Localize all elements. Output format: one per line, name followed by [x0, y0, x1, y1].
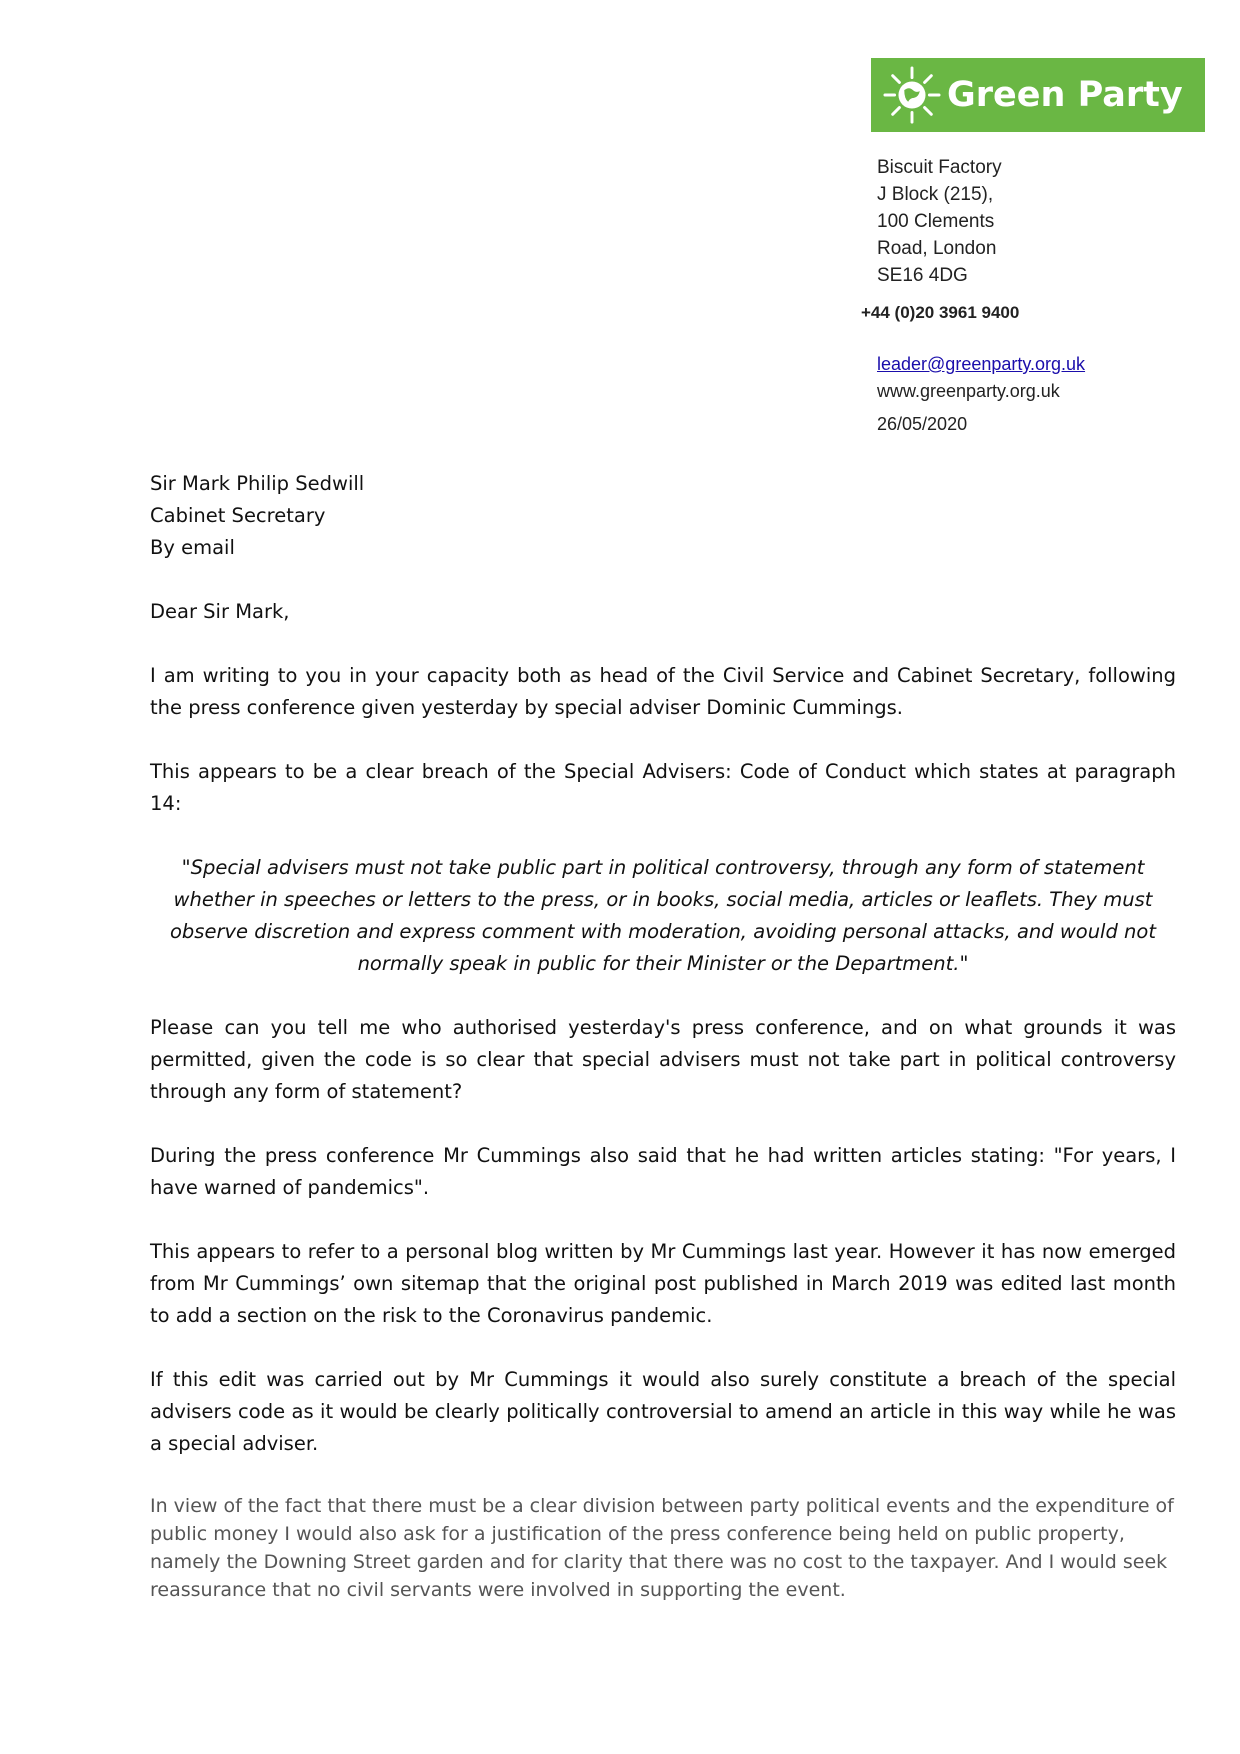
- paragraph: This appears to be a clear breach of the Special Advisers: Code of Conduct which states at paragraph 14:: [150, 760, 1176, 815]
- paragraph: Please can you tell me who authorised yesterday's press conference, and on what grounds it was permitted, given the code is so clear that special advisers must not take part in political controversy through any form of statement?: [150, 1016, 1176, 1103]
- letter-date: 26/05/2020: [877, 414, 968, 434]
- paragraph: I am writing to you in your capacity both as head of the Civil Service and Cabinet Secretary, following the press conference given yesterday by special adviser Dominic Cummings.: [150, 664, 1176, 719]
- recipient-line: Cabinet Secretary: [150, 504, 326, 527]
- paragraph: This appears to refer to a personal blog written by Mr Cummings last year. However it has now emerged from Mr Cummings’ own sitemap that the original post published in March 2019 was edited last month to add a section on the risk to the Coronavirus pandemic.: [150, 1240, 1176, 1327]
- sender-address: [877, 154, 1002, 289]
- contact-block: [877, 351, 1085, 405]
- phone-number: +44 (0)20 3961 9400: [861, 303, 1020, 322]
- green-party-logo: [871, 58, 1205, 132]
- recipient-block: [150, 468, 1176, 564]
- paragraph: If this edit was carried out by Mr Cummings it would also surely constitute a breach of the special advisers code as it would be clearly politically controversial to amend an article in this way while he was a special adviser.: [150, 1368, 1176, 1455]
- recipient-line: By email: [150, 536, 235, 559]
- address-line: 100 Clements: [877, 211, 995, 232]
- letter-body: [150, 468, 1176, 1636]
- paragraph: During the press conference Mr Cummings also said that he had written articles stating: "For years, I have warned of pandemics".: [150, 1144, 1176, 1199]
- address-line: Biscuit Factory: [877, 157, 1002, 178]
- email-link[interactable]: leader@greenparty.org.uk: [877, 354, 1086, 374]
- address-line: J Block (215),: [877, 184, 994, 205]
- salutation: Dear Sir Mark,: [150, 600, 290, 623]
- address-line: Road, London: [877, 238, 997, 259]
- recipient-line: Sir Mark Philip Sedwill: [150, 472, 365, 495]
- globe-sunburst-icon: [883, 66, 941, 124]
- website-text: www.greenparty.org.uk: [877, 381, 1060, 401]
- address-line: SE16 4DG: [877, 265, 968, 286]
- code-quote: "Special advisers must not take public part in political controversy, through any form of statement whether in speeches or letters to the press, or in books, social media, articles or leaflets. They must observe discretion and express comment with moderation, avoiding personal attacks, and would not normally speak in public for their Minister or the Department.": [169, 856, 1156, 975]
- paragraph: In view of the fact that there must be a clear division between party political events and the expenditure of public money I would also ask for a justification of the press conference being held on public property, namely the Downing Street garden and for clarity that there was no cost to the taxpayer. And I would seek reassurance that no civil servants were involved in supporting the event.: [150, 1495, 1174, 1601]
- logo-wordmark: Green Party: [947, 75, 1183, 115]
